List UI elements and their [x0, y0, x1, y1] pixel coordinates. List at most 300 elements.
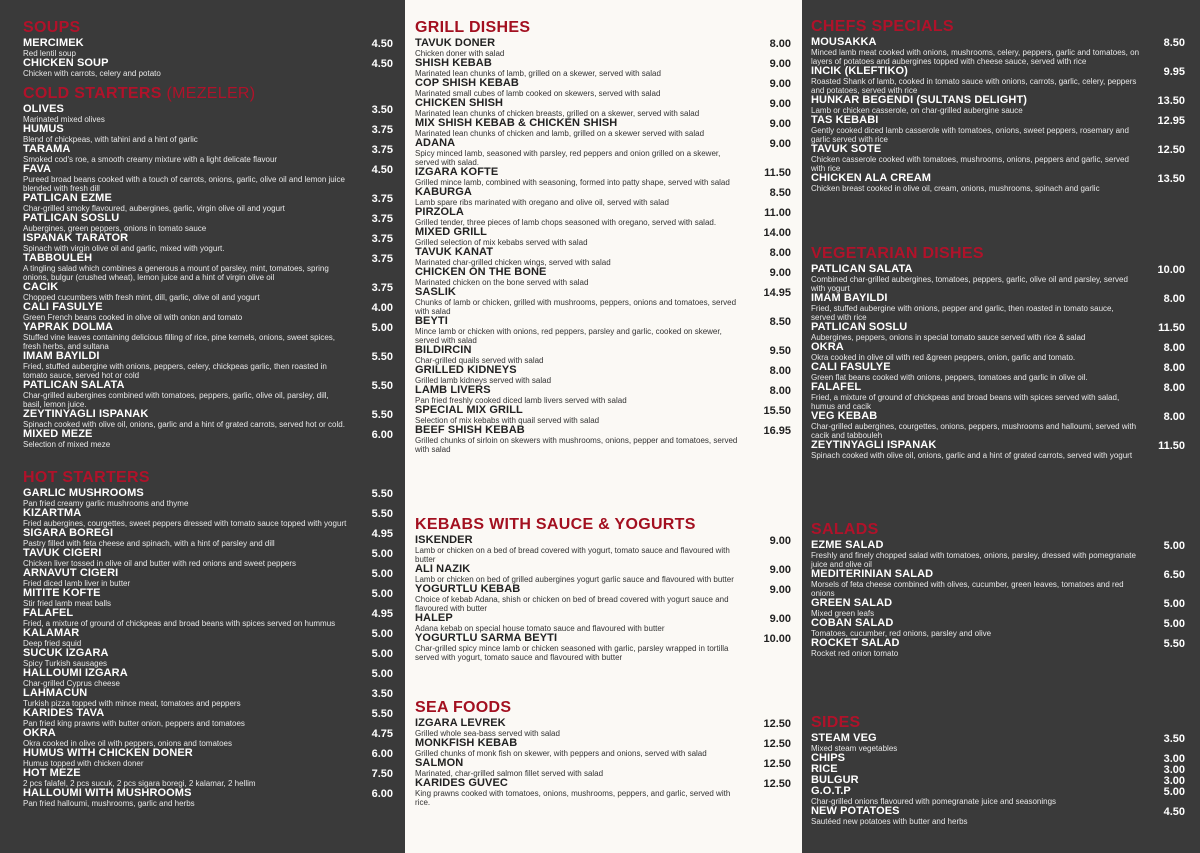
menu-item-price: 5.00: [1163, 598, 1185, 610]
menu-item-name: BILDIRCIN: [415, 344, 472, 356]
menu-item-price: 9.50: [769, 345, 791, 357]
menu-item-description: Char-grilled smoky flavoured, aubergines, garlic, virgin olive oil and yogurt: [23, 204, 285, 213]
menu-item-description: Green flat beans cooked with onions, peppers, tomatoes and garlic in olive oil.: [811, 373, 1088, 382]
menu-item-name: CALI FASULYE: [23, 301, 103, 313]
menu-item-description: Chicken liver tossed in olive oil and butter with red onions and sweet peppers: [23, 559, 297, 568]
menu-item-price: 8.00: [1163, 293, 1185, 305]
menu-item-description: Adana kebab on special house tomato sauce and flavoured with butter: [415, 624, 665, 633]
menu-item-description: Selection of mix kebabs with quail served with salad: [415, 416, 600, 425]
menu-item: [23, 788, 393, 808]
menu-item-price: 5.50: [371, 508, 393, 520]
right-column: [802, 0, 1200, 853]
menu-item-name: MEDITERINIAN SALAD: [811, 568, 934, 580]
menu-item: [23, 322, 393, 351]
menu-item-name: CACIK: [23, 281, 59, 293]
menu-item: [811, 362, 1185, 382]
menu-item-price: 14.00: [763, 227, 791, 239]
menu-item: [23, 668, 393, 688]
menu-item-name: SALMON: [415, 757, 464, 769]
menu-item-name: ZEYTINYAGLI ISPANAK: [23, 408, 149, 420]
menu-item-price: 11.50: [1158, 322, 1185, 334]
menu-item-price: 4.50: [371, 58, 393, 70]
menu-item-price: 9.00: [769, 267, 791, 279]
menu-item-description: Chicken breast cooked in olive oil, cream, onions, mushrooms, spinach and garlic: [811, 184, 1100, 193]
section-chefs-specials: [811, 18, 1185, 193]
left-column: [0, 0, 405, 853]
menu-item-description: Okra cooked in olive oil with red &green peppers, onion, garlic and tomato.: [811, 353, 1076, 362]
menu-item-name: NEW POTATOES: [811, 805, 900, 817]
menu-item: [811, 764, 1185, 775]
section-sides: [811, 714, 1185, 826]
menu-item: [23, 608, 393, 628]
menu-item-description: Smoked cod's roe, a smooth creamy mixture with a light delicate flavour: [23, 155, 278, 164]
menu-item-description: Spinach with virgin olive oil and garlic, mixed with yogurt.: [23, 244, 225, 253]
section-kebabs-with-sauce: [415, 516, 791, 662]
menu-item-name: SASLIK: [415, 286, 456, 298]
menu-item-description: Choice of kebab Adana, shish or chicken on bed of bread covered with yogurt sauce and flavoured with butter: [415, 595, 729, 613]
menu-item-description: Roasted Shank of lamb, cooked in tomato sauce with onions, carrots, garlic, celery, peppers and potatoes, served with rice: [811, 77, 1137, 95]
menu-item-price: 5.50: [371, 380, 393, 392]
menu-item-description: Char-grilled aubergines combined with tomatoes, peppers, garlic, olive oil, parsley, dill, basil, lemon juice.: [23, 391, 329, 409]
menu-item-name: OLIVES: [23, 103, 64, 115]
menu-item: [811, 264, 1185, 293]
section-subtitle: (MEZELER): [166, 85, 256, 102]
menu-item-description: Chunks of lamb or chicken, grilled with mushrooms, peppers, onions and tomatoes, served with salad: [415, 298, 737, 316]
menu-item-name: LAMB LIVERS: [415, 384, 491, 396]
menu-item-name: TAVUK CIGERI: [23, 547, 102, 559]
menu-item-description: Chicken casserole cooked with tomatoes, mushrooms, onions, peppers and garlic, served with rice: [811, 155, 1129, 173]
menu-item-name: GREEN SALAD: [811, 597, 893, 609]
menu-item-price: 4.50: [1163, 806, 1185, 818]
menu-item-price: 3.75: [371, 282, 393, 294]
menu-item: [23, 253, 393, 282]
menu-item-price: 3.00: [1163, 753, 1185, 765]
menu-item-name: PATLICAN EZME: [23, 192, 112, 204]
menu-item-description: Grilled lamb kidneys served with salad: [415, 376, 552, 385]
menu-item-price: 5.00: [371, 648, 393, 660]
menu-item-description: Mince lamb or chicken with onions, red peppers, parsley and garlic, cooked on skewer, served with salad: [415, 327, 722, 345]
menu-item: [811, 618, 1185, 638]
menu-item-name: HOT MEZE: [23, 767, 81, 779]
menu-item: [811, 342, 1185, 362]
menu-item-name: TAVUK DONER: [415, 37, 496, 49]
menu-item: [811, 786, 1185, 806]
menu-item-name: ISKENDER: [415, 534, 473, 546]
section-title: HOT STARTERS: [23, 469, 150, 486]
menu-item-name: CHICKEN ALA CREAM: [811, 172, 932, 184]
menu-item-description: Pastry filled with feta cheese and spinach, with a hint of parsley and dill: [23, 539, 275, 548]
section-cold-starters: [23, 85, 393, 449]
menu-item-name: KABURGA: [415, 186, 472, 198]
menu-item-price: 5.50: [371, 708, 393, 720]
menu-item: [811, 382, 1185, 411]
menu-item-price: 12.95: [1157, 115, 1185, 127]
menu-item-price: 12.50: [1157, 144, 1185, 156]
menu-item: [23, 351, 393, 380]
menu-item-description: Combined char-grilled aubergines, tomatoes, peppers, garlic, olive oil and parsley, served with yogurt: [811, 275, 1128, 293]
menu-item-description: Spicy minced lamb, seasoned with parsley, red peppers and onion grilled on a skewer, served with salad.: [415, 149, 721, 167]
menu-item-description: Freshly and finely chopped salad with tomatoes, onions, parsley, dressed with pomegranate juice and olive oil: [811, 551, 1136, 569]
menu-item: [23, 38, 393, 58]
menu-item-price: 8.00: [1163, 411, 1185, 423]
menu-item-description: Lamb spare ribs marinated with oregano and olive oil, served with salad: [415, 198, 669, 207]
menu-item-description: Marinated lean chunks of chicken and lamb, grilled on a skewer served with salad: [415, 129, 705, 138]
menu-item-name: STEAM VEG: [811, 732, 877, 744]
menu-item: [811, 806, 1185, 826]
menu-item: [23, 104, 393, 124]
menu-item-description: Lamb or chicken on bed of grilled aubergines yogurt garlic sauce and flavoured with butter: [415, 575, 734, 584]
menu-item: [415, 385, 791, 405]
menu-item: [415, 425, 791, 454]
middle-column: [405, 0, 802, 853]
menu-item: [811, 775, 1185, 786]
menu-item: [415, 58, 791, 78]
menu-item-price: 10.00: [763, 633, 791, 645]
section-soups: [23, 19, 393, 78]
menu-item-name: ADANA: [415, 137, 456, 149]
menu-item-name: YOGURTLU KEBAB: [415, 583, 521, 595]
menu-item-description: A tingling salad which combines a generous a mount of parsley, mint, tomatoes, spring onions, bulgur (crushed wheat), lemon juice and a hint of virgin olive oil: [23, 264, 329, 282]
menu-item: [23, 748, 393, 768]
section-salads: [811, 521, 1185, 658]
menu-item-description: Marinated lean chunks of chicken breasts, grilled on a skewer, served with salad: [415, 109, 700, 118]
menu-item-name: IZGARA LEVREK: [415, 717, 506, 729]
menu-item-description: Fried, stuffed aubergine with onions, peppers, celery, chickpeas garlic, then roasted in tomato sauce, served hot or cold: [23, 362, 327, 380]
menu-item-name: HUNKAR BEGENDI (SULTANS DELIGHT): [811, 94, 1028, 106]
menu-item-price: 9.00: [769, 78, 791, 90]
menu-item: [811, 322, 1185, 342]
menu-item-price: 5.50: [371, 409, 393, 421]
menu-item-price: 9.00: [769, 584, 791, 596]
menu-item-description: Spinach cooked with olive oil, onions, garlic and a hint of grated carrots, served with yogurt: [811, 451, 1133, 460]
menu-item-name: HALLOUMI WITH MUSHROOMS: [23, 787, 192, 799]
menu-item-price: 9.00: [769, 535, 791, 547]
menu-item: [23, 302, 393, 322]
menu-item-description: Marinated small cubes of lamb cooked on skewers, served with salad: [415, 89, 661, 98]
section-title: SIDES: [811, 714, 861, 731]
menu-item-description: Rocket red onion tomato: [811, 649, 899, 658]
menu-item-price: 5.00: [371, 668, 393, 680]
menu-item-name: PATLICAN SOSLU: [811, 321, 908, 333]
menu-item-price: 12.50: [763, 738, 791, 750]
menu-item-description: Spicy Turkish sausages: [23, 659, 108, 668]
menu-item: [415, 138, 791, 167]
menu-item: [23, 124, 393, 144]
menu-item-description: Pan fried freshly cooked diced lamb livers served with salad: [415, 396, 627, 405]
menu-item: [23, 213, 393, 233]
menu-item-name: OKRA: [23, 727, 56, 739]
menu-item-name: TAVUK SOTE: [811, 143, 882, 155]
section-title: SEA FOODS: [415, 699, 512, 716]
menu-item-description: Red lentil soup: [23, 49, 76, 58]
menu-item-price: 5.00: [371, 568, 393, 580]
menu-item: [23, 233, 393, 253]
menu-item-name: MOUSAKKA: [811, 36, 877, 48]
menu-item-name: GRILLED KIDNEYS: [415, 364, 517, 376]
menu-item-price: 5.00: [371, 548, 393, 560]
menu-item: [415, 758, 791, 778]
menu-item-price: 3.75: [371, 233, 393, 245]
menu-item: [415, 535, 791, 564]
menu-item-price: 16.95: [763, 425, 791, 437]
menu-item-name: IZGARA KOFTE: [415, 166, 499, 178]
menu-item-description: Stir fried lamb meat balls: [23, 599, 112, 608]
menu-item-name: PATLICAN SALATA: [23, 379, 125, 391]
menu-item-price: 8.50: [769, 316, 791, 328]
menu-item-description: Humus topped with chicken doner: [23, 759, 144, 768]
menu-item-name: MITITE KOFTE: [23, 587, 101, 599]
item-list: [811, 264, 1185, 460]
menu-item-price: 3.50: [371, 688, 393, 700]
menu-item-name: SIGARA BOREGI: [23, 527, 114, 539]
menu-item-name: PATLICAN SALATA: [811, 263, 913, 275]
menu-item: [23, 488, 393, 508]
menu-item-description: Green French beans cooked in olive oil with onion and tomato: [23, 313, 243, 322]
menu-item-price: 9.00: [769, 58, 791, 70]
menu-item-name: CHIPS: [811, 752, 846, 764]
menu-item: [811, 733, 1185, 753]
menu-item-name: SUCUK IZGARA: [23, 647, 109, 659]
item-list: [811, 733, 1185, 826]
menu-item-price: 3.75: [371, 253, 393, 265]
menu-item: [415, 98, 791, 118]
menu-item-name: IMAM BAYILDI: [23, 350, 100, 362]
menu-item-name: GARLIC MUSHROOMS: [23, 487, 144, 499]
menu-item: [415, 187, 791, 207]
menu-item-name: CHICKEN SOUP: [23, 57, 109, 69]
menu-item-name: BEYTI: [415, 315, 448, 327]
menu-item: [415, 167, 791, 187]
menu-item-description: Char-grilled Cyprus cheese: [23, 679, 120, 688]
menu-item-name: ROCKET SALAD: [811, 637, 900, 649]
menu-item-description: Chicken with carrots, celery and potato: [23, 69, 161, 78]
menu-item-price: 3.75: [371, 193, 393, 205]
menu-item-price: 4.50: [371, 38, 393, 50]
menu-item-name: PIRZOLA: [415, 206, 464, 218]
section-sea-foods: [415, 699, 791, 807]
menu-item: [23, 409, 393, 429]
menu-item-name: HALEP: [415, 612, 453, 624]
menu-item-description: Blend of chickpeas, with tahini and a hint of garlic: [23, 135, 198, 144]
menu-item-name: G.O.T.P: [811, 785, 851, 797]
menu-item-name: KARIDES TAVA: [23, 707, 105, 719]
menu-item-price: 12.50: [763, 718, 791, 730]
menu-item-price: 5.50: [371, 351, 393, 363]
menu-item-price: 3.50: [371, 104, 393, 116]
menu-item-description: Grilled whole sea-bass served with salad: [415, 729, 560, 738]
menu-item-description: Marinated lean chunks of lamb, grilled on a skewer, served with salad: [415, 69, 661, 78]
menu-item-description: Mixed steam vegetables: [811, 744, 898, 753]
menu-item-price: 12.50: [763, 778, 791, 790]
menu-item-name: CHICKEN SHISH: [415, 97, 504, 109]
menu-item-description: Gently cooked diced lamb casserole with tomatoes, onions, sweet peppers, rosemary and garlic served with rice: [811, 126, 1129, 144]
menu-item-description: Fried, stuffed aubergine with onions, pepper and garlic, then roasted in tomato sauce, served with rice: [811, 304, 1114, 322]
item-list: [23, 38, 393, 78]
section-title: GRILL DISHES: [415, 19, 531, 36]
menu-item-description: Grilled mince lamb, combined with seasoning, formed into patty shape, served with salad: [415, 178, 730, 187]
menu-item: [415, 267, 791, 287]
menu-item-name: ARNAVUT CIGERI: [23, 567, 119, 579]
menu-item-name: SPECIAL MIX GRILL: [415, 404, 523, 416]
menu-item-price: 3.75: [371, 144, 393, 156]
menu-item-price: 3.75: [371, 213, 393, 225]
menu-item: [811, 638, 1185, 658]
menu-item: [415, 247, 791, 267]
menu-item-price: 8.00: [1163, 362, 1185, 374]
menu-item-description: Char-grilled quails served with salad: [415, 356, 544, 365]
menu-item-price: 15.50: [763, 405, 791, 417]
menu-item-description: Turkish pizza topped with mince meat, tomatoes and peppers: [23, 699, 241, 708]
section-title: CHEFS SPECIALS: [811, 18, 954, 35]
item-list: [811, 540, 1185, 658]
menu-item: [811, 144, 1185, 173]
menu-item-description: Grilled chunks of sirloin on skewers with mushrooms, onions, pepper and tomatoes, served with salad: [415, 436, 738, 454]
menu-item-price: 11.00: [764, 207, 791, 219]
menu-item-price: 9.00: [769, 118, 791, 130]
menu-item-name: TAS KEBABI: [811, 114, 879, 126]
menu-item-price: 7.50: [371, 768, 393, 780]
menu-item-name: MIX SHISH KEBAB & CHICKEN SHISH: [415, 117, 618, 129]
menu-item-description: Mixed green leafs: [811, 609, 875, 618]
menu-item-description: King prawns cooked with tomatoes, onions, mushrooms, peppers, and garlic, served with rice.: [415, 789, 731, 807]
section-title-main: COLD STARTERS: [23, 85, 162, 102]
menu-item-description: Char-grilled onions flavoured with pomegranate juice and seasonings: [811, 797, 1057, 806]
menu-item: [23, 380, 393, 409]
menu-item-price: 13.50: [1157, 173, 1185, 185]
menu-item-price: 4.00: [371, 302, 393, 314]
menu-item-price: 8.00: [769, 247, 791, 259]
menu-item-name: ISPANAK TARATOR: [23, 232, 129, 244]
menu-item: [415, 738, 791, 758]
menu-item: [23, 164, 393, 193]
menu-item: [23, 282, 393, 302]
menu-item: [811, 95, 1185, 115]
item-list: [415, 535, 791, 662]
menu-item-price: 5.00: [1163, 540, 1185, 552]
section-hot-starters: [23, 469, 393, 808]
section-grill-dishes: [415, 19, 791, 454]
menu-item-name: CHICKEN ON THE BONE: [415, 266, 547, 278]
menu-item-description: Deep fried squid: [23, 639, 82, 648]
menu-item-description: Lamb or chicken casserole, on char-grilled aubergine sauce: [811, 106, 1023, 115]
menu-item: [811, 37, 1185, 66]
menu-item-price: 3.00: [1163, 775, 1185, 787]
menu-item-description: Marinated, char-grilled salmon fillet served with salad: [415, 769, 604, 778]
menu-item-name: ZEYTINYAGLI ISPANAK: [811, 439, 937, 451]
menu-item: [415, 405, 791, 425]
menu-item-name: TARAMA: [23, 143, 71, 155]
menu-item-name: FALAFEL: [811, 381, 862, 393]
menu-item-price: 9.00: [769, 564, 791, 576]
menu-item-price: 11.50: [764, 167, 791, 179]
menu-item-description: Grilled tender, three pieces of lamb chops seasoned with oregano, served with salad.: [415, 218, 717, 227]
item-list: [811, 37, 1185, 193]
menu-item-price: 8.00: [769, 385, 791, 397]
menu-item-price: 11.50: [1158, 440, 1185, 452]
menu-item-description: Chicken doner with salad: [415, 49, 505, 58]
menu-item-price: 9.00: [769, 613, 791, 625]
menu-item-description: Grilled selection of mix kebabs served with salad: [415, 238, 588, 247]
menu-item: [23, 548, 393, 568]
menu-item-price: 8.50: [769, 187, 791, 199]
menu-item-price: 5.50: [371, 488, 393, 500]
menu-item-name: VEG KEBAB: [811, 410, 878, 422]
menu-item-description: Char-grilled aubergines, courgettes, onions, peppers, mushrooms and halloumi, served with cacik and tabbouleh: [811, 422, 1137, 440]
menu-item: [415, 718, 791, 738]
menu-item-price: 5.50: [1163, 638, 1185, 650]
menu-item-description: Char-grilled spicy mince lamb or chicken seasoned with garlic, parsley wrapped in tortilla served with yogurt, tomato sauce and flavoured with butter: [415, 644, 729, 662]
menu-item: [811, 540, 1185, 569]
menu-item-name: IMAM BAYILDI: [811, 292, 888, 304]
menu-item-description: Fried, a mixture of ground of chickpeas and broad beans with spices served with salad, humus and cacik: [811, 393, 1120, 411]
menu-item-name: KARIDES GUVEC: [415, 777, 508, 789]
menu-item-price: 12.50: [763, 758, 791, 770]
menu-item-name: ALI NAZIK: [415, 563, 471, 575]
menu-item-price: 13.50: [1157, 95, 1185, 107]
menu-item-name: INCIK (KLEFTIKO): [811, 65, 908, 77]
menu-item: [811, 569, 1185, 598]
menu-item-description: Spinach cooked with olive oil, onions, garlic and a hint of grated carrots, served hot or cold.: [23, 420, 345, 429]
menu-item-name: TAVUK KANAT: [415, 246, 494, 258]
menu-item-name: HALLOUMI IZGARA: [23, 667, 128, 679]
item-list: [23, 104, 393, 449]
menu-item-name: SHISH KEBAB: [415, 57, 492, 69]
menu-item-name: RICE: [811, 763, 838, 775]
section-title: VEGETARIAN DISHES: [811, 245, 984, 262]
menu-item: [811, 598, 1185, 618]
menu-item-description: Pan fried halloumi, mushrooms, garlic and herbs: [23, 799, 195, 808]
menu-item-price: 5.00: [1163, 618, 1185, 630]
menu-item-name: COBAN SALAD: [811, 617, 894, 629]
menu-item: [415, 613, 791, 633]
menu-item: [415, 316, 791, 345]
menu-item-name: MONKFISH KEBAB: [415, 737, 518, 749]
menu-item-price: 8.00: [1163, 382, 1185, 394]
menu-item-price: 8.00: [1163, 342, 1185, 354]
menu-item: [23, 58, 393, 78]
menu-item-description: Pan fried king prawns with butter onion, peppers and tomatoes: [23, 719, 245, 728]
item-list: [415, 718, 791, 807]
menu-item-description: Aubergines, green peppers, onions in tomato sauce: [23, 224, 207, 233]
menu-item: [415, 207, 791, 227]
menu-item-description: Fried, a mixture of ground of chickpeas and broad beans with spices served on hummus: [23, 619, 336, 628]
item-list: [415, 38, 791, 454]
menu-item-price: 8.50: [1163, 37, 1185, 49]
menu-item: [23, 588, 393, 608]
menu-item-description: Fried aubergines, courgettes, sweet peppers dressed with tomato sauce topped with yogurt: [23, 519, 347, 528]
menu-item-price: 6.00: [371, 748, 393, 760]
menu-item-name: YAPRAK DOLMA: [23, 321, 114, 333]
menu-item-price: 6.00: [371, 788, 393, 800]
menu-item: [23, 708, 393, 728]
menu-item-description: Aubergines, peppers, onions in special tomato sauce served with rice & salad: [811, 333, 1086, 342]
menu-item-name: PATLICAN SOSLU: [23, 212, 120, 224]
menu-item: [415, 365, 791, 385]
menu-item-description: Okra cooked in olive oil with peppers, onions and tomatoes: [23, 739, 233, 748]
menu-item: [811, 173, 1185, 193]
menu-item-name: KALAMAR: [23, 627, 80, 639]
menu-item: [415, 633, 791, 662]
menu-item: [23, 193, 393, 213]
menu-item: [23, 728, 393, 748]
menu-item-name: MIXED MEZE: [23, 428, 93, 440]
menu-item-description: Tomatoes, cucumber, red onions, parsley and olive: [811, 629, 992, 638]
menu-item-price: 4.75: [371, 728, 393, 740]
menu-item-description: Marinated mixed olives: [23, 115, 105, 124]
menu-item-name: CALI FASULYE: [811, 361, 891, 373]
menu-item: [415, 78, 791, 98]
menu-item-description: Minced lamb meat cooked with onions, mushrooms, celery, peppers, garlic and tomatoes, on layers of potatoes and aubergines topped with cheese sauce, served with rice: [811, 48, 1140, 66]
